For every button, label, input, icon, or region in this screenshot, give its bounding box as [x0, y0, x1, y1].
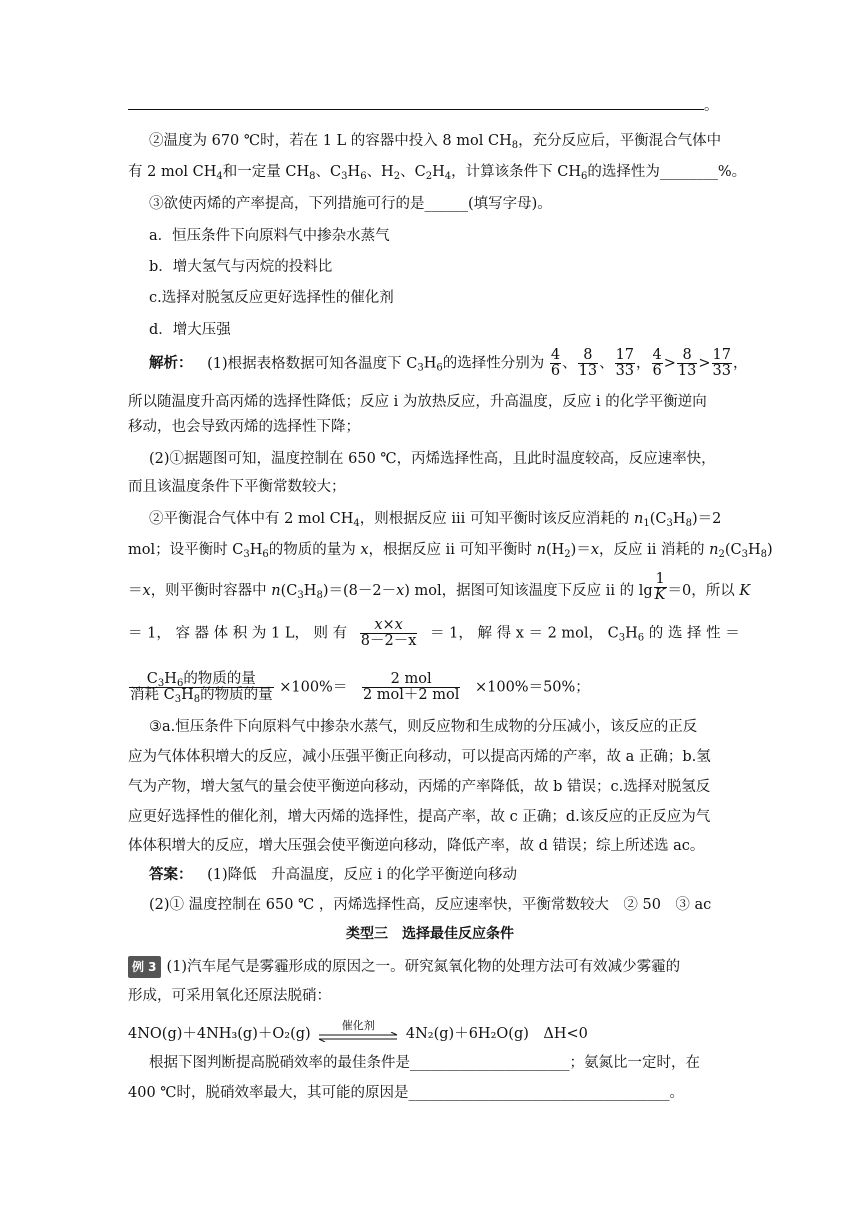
analysis-para4-line2: 应为气体体积增大的反应，减小压强平衡正向移动，可以提高丙烯的产率，故 a 正确；b.氢 — [128, 749, 711, 765]
example-question-line2: 400 ℃时，脱硝效率最大，其可能的原因是____________________________________。 — [128, 1085, 685, 1101]
option-c: c.选择对脱氢反应更好选择性的催化剂 — [149, 290, 394, 306]
example-line2: 形成，可采用氧化还原法脱硝： — [128, 988, 331, 1004]
fraction-8-13: $\frac{8}{13}$ — [578, 347, 598, 379]
example-question-line1: 根据下图判断提高脱硝效率的最佳条件是______________________；氨氮比一定时，在 — [149, 1055, 700, 1071]
analysis-para3-line3: ＝x，则平衡时容器中 $n(C_3H_8)=(8-2-x)$ mol，据图可知该温度下反应 ii 的 lg $\frac{1}{K}$ ＝0，所以 K — [128, 571, 751, 603]
fraction-1-K: $\frac{1}{K}$ — [654, 571, 666, 603]
fraction-4-6: $\frac{4}{6}$ — [550, 347, 561, 379]
selectivity-equation: $C_3H_6$的物质的量 消耗 $C_3H_8$的物质的量 ×100%＝ 2 mol 2 mol＋2 mol ×100%＝50%； — [130, 671, 590, 705]
section-title: 类型三 选择最佳反应条件 — [346, 926, 514, 942]
question-2-line2: 有 2 mol $CH_4$和一定量 $CH_8$、$C_3H_6$、$H_2$、$C_2H_4$，计算该条件下 $CH_6$的选择性为________%。 — [128, 164, 747, 182]
fraction-17-33: $\frac{17}{33}$ — [615, 347, 635, 379]
answer-line2: (2)① 温度控制在 650 ℃ ，丙烯选择性高，反应速率快，平衡常数较大 ② 50 ③ ac — [149, 897, 712, 913]
analysis-para1-line1: 解析： (1)根据表格数据可知各温度下 $C_3H_6$的选择性分别为 $\frac{4}{6}$ 、 $\frac{8}{13}$ 、 $\frac{17}{33}$ ， $\frac{4}{6}$ > $\frac{8}{13}$ > $\frac{17}{33}$ ， — [149, 347, 748, 379]
analysis-para4-line1: ③a.恒压条件下向原料气中掺杂水蒸气，则反应物和生成物的分压减小，该反应的正反 — [149, 719, 698, 735]
example-line1: 例 3 (1)汽车尾气是雾霾形成的原因之一。研究氮氧化物的处理方法可有效减少雾霾的 — [128, 956, 680, 978]
example-badge: 例 3 — [128, 956, 161, 978]
answer-label: 答案： — [149, 866, 193, 883]
question-3-stem: ③欲使丙烯的产率提高，下列措施可行的是______(填写字母)。 — [149, 196, 552, 212]
option-a: a．恒压条件下向原料气中掺杂水蒸气 — [149, 228, 390, 244]
analysis-para1-line3: 移动，也会导致丙烯的选择性下降； — [128, 419, 360, 435]
analysis-para1-line2: 所以随温度升高丙烯的选择性降低；反应 i 为放热反应，升高温度，反应 i 的化学平衡逆向 — [128, 394, 707, 410]
fraction-x-squared: $\frac{x\times x}{8-2-x}$ — [360, 617, 417, 649]
answer-line1: 答案： (1)降低 升高温度，反应 i 的化学平衡逆向移动 — [149, 866, 518, 883]
analysis-para3-line4: ＝ 1， 容 器 体 积 为 1 L， 则 有 $\frac{x\times x}{8-2-x}$ ＝ 1， 解 得 x ＝ 2 mol， $C_3H_6$ 的 选 择 性 ＝ — [128, 617, 740, 649]
analysis-para2-line1: (2)①据题图可知，温度控制在 650 ℃，丙烯选择性高，且此时温度较高，反应速率快， — [149, 451, 716, 467]
reversible-arrow-icon: 催化剂 — [317, 1024, 399, 1044]
analysis-para4-line4: 应更好选择性的催化剂，增大丙烯的选择性，提高产率，故 c 正确；d.该反应的正反应为气 — [128, 809, 711, 825]
blank-end-mark: 。 — [704, 98, 719, 114]
analysis-label: 解析： — [149, 354, 193, 372]
analysis-para3-line2: mol；设平衡时 $C_3H_6$的物质的量为 x，根据反应 ii 可知平衡时 $n(H_2)=x$，反应 ii 消耗的 $n_2(C_3H_8)$ — [128, 542, 773, 560]
answer-blank-line — [128, 109, 704, 110]
analysis-para4-line5: 体体积增大的反应，增大压强会使平衡逆向移动，降低产率，故 d 错误；综上所述选 ac。 — [128, 838, 705, 854]
option-b: b．增大氢气与丙烷的投料比 — [149, 259, 333, 275]
analysis-para2-line2: 而且该温度条件下平衡常数较大； — [128, 479, 346, 495]
question-2-line1: ②温度为 670 ℃时，若在 1 L 的容器中投入 8 mol $CH_8$，充分反应后，平衡混合气体中 — [149, 133, 722, 151]
option-d: d．增大压强 — [149, 322, 231, 338]
reaction-equation: 4NO(g)＋4NH₃(g)＋O₂(g) 催化剂 4N₂(g)＋6H₂O(g) ΔH<0 — [128, 1019, 588, 1042]
fraction-2mol: 2 mol 2 mol＋2 mol — [362, 671, 460, 703]
fraction-selectivity: $C_3H_6$的物质的量 消耗 $C_3H_8$的物质的量 — [130, 671, 273, 705]
analysis-para4-line3: 气为产物，增大氢气的量会使平衡逆向移动，丙烯的产率降低，故 b 错误；c.选择对脱氢反 — [128, 779, 711, 795]
analysis-para3-line1: ②平衡混合气体中有 2 mol $CH_4$，则根据反应 iii 可知平衡时该反应消耗的 $n_1(C_3H_8)=2$ — [149, 511, 722, 529]
